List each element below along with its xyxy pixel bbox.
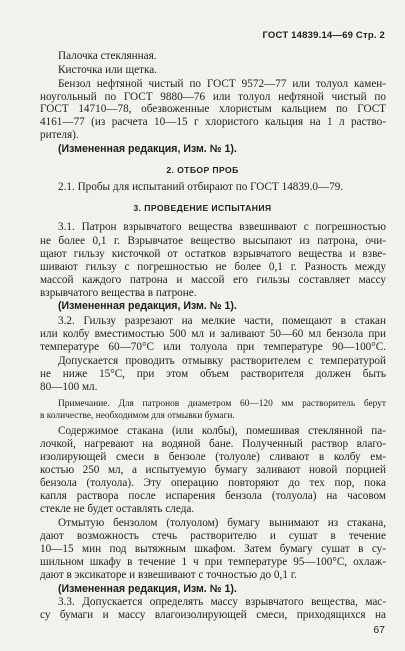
paragraph: 2.1. Пробы для испытаний отбирают по ГОСТ 14839.0—79. [58, 181, 344, 194]
footnote-line: в количестве, необходимом для отмывки бумаги. [40, 410, 235, 421]
page-number: 67 [373, 624, 385, 636]
page-header: ГОСТ 14839.14—69 Стр. 2 [262, 30, 385, 41]
text-line: шивают гильзу с погрешностью не более 0,1 г. Разность между [40, 260, 386, 273]
text-line: бензола (толуола). Эту операцию повторяют до тех пор, пока [40, 477, 386, 490]
amendment-note: (Измененная редакция, Изм. № 1). [58, 582, 237, 595]
text-line: дают в эксикаторе и взвешивают с точностью до 0,1 г. [40, 568, 297, 581]
text-line: 3.2. Гильзу разрезают на мелкие части, помещают в стакан [58, 315, 386, 328]
text-line: 4161—77 (из расчета 10—15 г хлористого кальция на 1 л раство- [40, 116, 386, 129]
text-line: 3.3. Допускается определять массу взрывчатого вещества, мас- [58, 596, 386, 609]
text-line: Допускается проводить отмывку растворителем с температурой [58, 355, 386, 367]
list-item: Палочка стеклянная. [58, 49, 157, 62]
text-line: не более 0,1 г. Взрывчатое вещество высыпают из патрона, очи- [40, 234, 386, 247]
text-line: су бумаги и массу влагоизолирующей смеси, приходящихся на [40, 609, 386, 622]
text-line: ГОСТ 14710—78, обезвоженные хлористым кальцием по ГОСТ [40, 103, 386, 116]
text-line: взрывчатого вещества в патроне. [40, 286, 197, 299]
text-line: Содержимое стакана (или колбы), помешивая стеклянной па- [58, 425, 386, 438]
footnote-line: Примечание. Для патронов диаметром 60—120 мм растворитель берут [58, 398, 386, 409]
text-line: Отмытую бензолом (толуолом) бумагу вынимают из стакана, [58, 516, 386, 529]
text-line: не ниже 15°С, при этом объем растворителя должен быть [40, 367, 386, 380]
text-line: Бензол нефтяной чистый по ГОСТ 9572—77 или толуол камен- [58, 77, 386, 90]
list-item: Кисточка или щетка. [58, 63, 157, 76]
text-line: костью 250 мл, а испытуемую бумагу заливают новой порцией [40, 464, 386, 477]
amendment-note: (Измененная редакция, Изм. № 1). [58, 143, 237, 156]
text-line: 3.1. Патрон взрывчатого вещества взвешивают с погрешностью [58, 220, 386, 233]
text-line: 80—100 мл. [40, 380, 98, 393]
text-line: шильном шкафу в течение 1 ч при температуре 95—100°С, охлаж- [40, 555, 386, 568]
text-line: рителя). [40, 129, 79, 142]
text-line: температуре 60—70°С или толуола при температуре 90—100°С. [40, 341, 386, 354]
text-line: дают возможность стечь растворителю и сушат в течение [40, 529, 386, 542]
amendment-note: (Измененная редакция, Изм. № 1). [58, 300, 237, 313]
text-line: или колбу вместимостью 500 мл и заливают 50—60 мл бензола при [40, 328, 386, 341]
text-line: щают гильзу кисточкой от остатков взрывчатого вещества и взве- [40, 247, 386, 260]
section-title: 2. ОТБОР ПРОБ [166, 165, 239, 176]
text-line: капля раствора после испарения бензола (толуола) на часовом [40, 490, 386, 503]
text-line: стекле не будет оставлять следа. [40, 503, 195, 515]
text-line: ноугольный по ГОСТ 9880—76 или толуол нефтяной чистый по [40, 90, 386, 103]
text-line: 10—15 мин под вытяжным шкафом. Затем бумагу сушат в су- [40, 542, 386, 555]
text-line: изолирующей смеси в бензоле (толуоле) сливают в колбу ем- [40, 451, 386, 464]
text-line: лочкой, нагревают на водяной бане. Полученный раствор влаго- [40, 438, 386, 451]
text-line: массой каждого патрона и массой его гильзы составляет массу [40, 273, 386, 286]
section-title: 3. ПРОВЕДЕНИЕ ИСПЫТАНИЯ [133, 203, 272, 214]
